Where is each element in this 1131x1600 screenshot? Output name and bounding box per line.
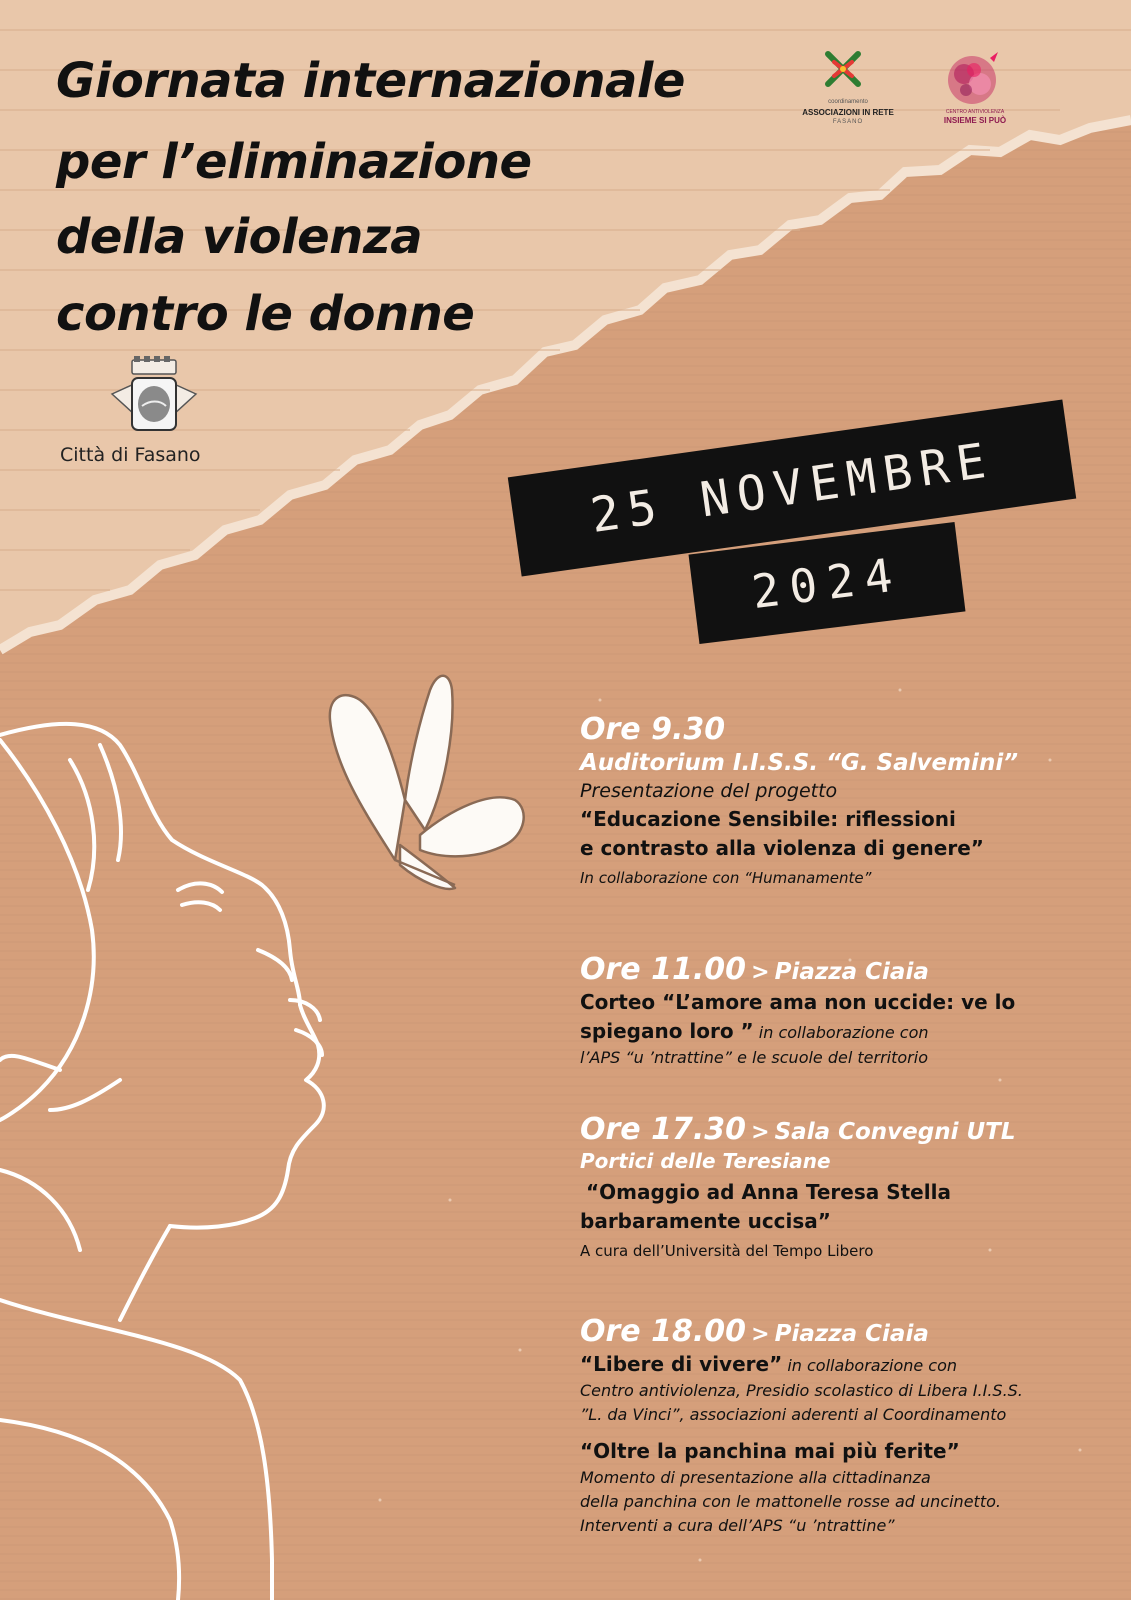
event-2-note-inline: in collaborazione con [758,1023,929,1042]
centro-main: INSIEME SI PUÒ [943,116,1007,125]
event-3-venue: Sala Convegni UTL [774,1119,1016,1145]
event-4-note-line2: ”L. da Vinci”, associazioni aderenti al Coordinamento [580,1405,1007,1424]
title-line-1: Giornata internazionale [56,53,685,109]
event-2-title-line2: spiegano loro ” [580,1019,754,1043]
event-4-note-inline: in collaborazione con [787,1356,958,1375]
event-4-sub-title: “Oltre la panchina mai più ferite” [580,1439,960,1463]
event-2 [580,952,1120,1070]
event-3-separator: > [751,1120,770,1145]
coordinamento-small: coordinamento [828,99,868,105]
event-1-note: In collaborazione con “Humanamente” [580,869,872,887]
city-name: Città di Fasano [60,444,201,466]
butterfly-icon [330,676,524,889]
title-line-3: della violenza [56,209,423,265]
event-1-intro: Presentazione del progetto [580,780,838,802]
event-4-sub-line3: Interventi a cura dell’APS “u ’ntrattine” [580,1516,895,1535]
event-4-note-line1: Centro antiviolenza, Presidio scolastico di Libera I.I.S.S. [580,1381,1023,1400]
event-1-time: Ore 9.30 [580,712,726,747]
title-line-2: per l’eliminazione [56,134,532,190]
date-day-month: 25 NOVEMBRE [587,432,997,544]
event-2-note: l’APS “u ’ntrattine” e le scuole del territorio [580,1048,928,1067]
title-line-4: contro le donne [56,286,475,342]
coordinamento-main: ASSOCIAZIONI IN RETE [802,108,894,117]
event-3-note: A cura dell’Università del Tempo Libero [580,1242,874,1260]
event-1-title-line1: “Educazione Sensibile: riflessioni [580,807,956,831]
event-4-venue: Piazza Ciaia [774,1321,929,1347]
event-4-sub-line2: della panchina con le mattonelle rosse ad uncinetto. [580,1492,1001,1511]
event-2-venue: Piazza Ciaia [774,959,929,985]
event-2-separator: > [751,960,770,985]
event-4-separator: > [751,1322,770,1347]
event-3-title-line1: “Omaggio ad Anna Teresa Stella [586,1180,951,1204]
date-year: 2024 [748,547,906,619]
event-2-title-line1: Corteo “L’amore ama non uccide: ve lo [580,990,1016,1014]
event-1 [580,712,1120,890]
event-2-time: Ore 11.00 [580,952,746,987]
event-1-title-line2: e contrasto alla violenza di genere” [580,836,984,860]
event-4-title: “Libere di vivere” [580,1352,783,1376]
event-4-sub-line1: Momento di presentazione alla cittadinanza [580,1468,931,1487]
woman-line-art [0,724,324,1600]
event-3-title-line2: barbaramente uccisa” [580,1209,831,1233]
event-3-time: Ore 17.30 [580,1112,746,1147]
event-4 [580,1314,1120,1538]
event-1-venue: Auditorium I.I.S.S. “G. Salvemini” [580,750,1019,776]
coordinamento-sub: FASANO [832,119,864,125]
centro-small: CENTRO ANTIVIOLENZA [945,109,1005,115]
event-4-time: Ore 18.00 [580,1314,746,1349]
event-3 [580,1112,1120,1263]
event-3-venue-line2: Portici delle Teresiane [580,1149,831,1173]
